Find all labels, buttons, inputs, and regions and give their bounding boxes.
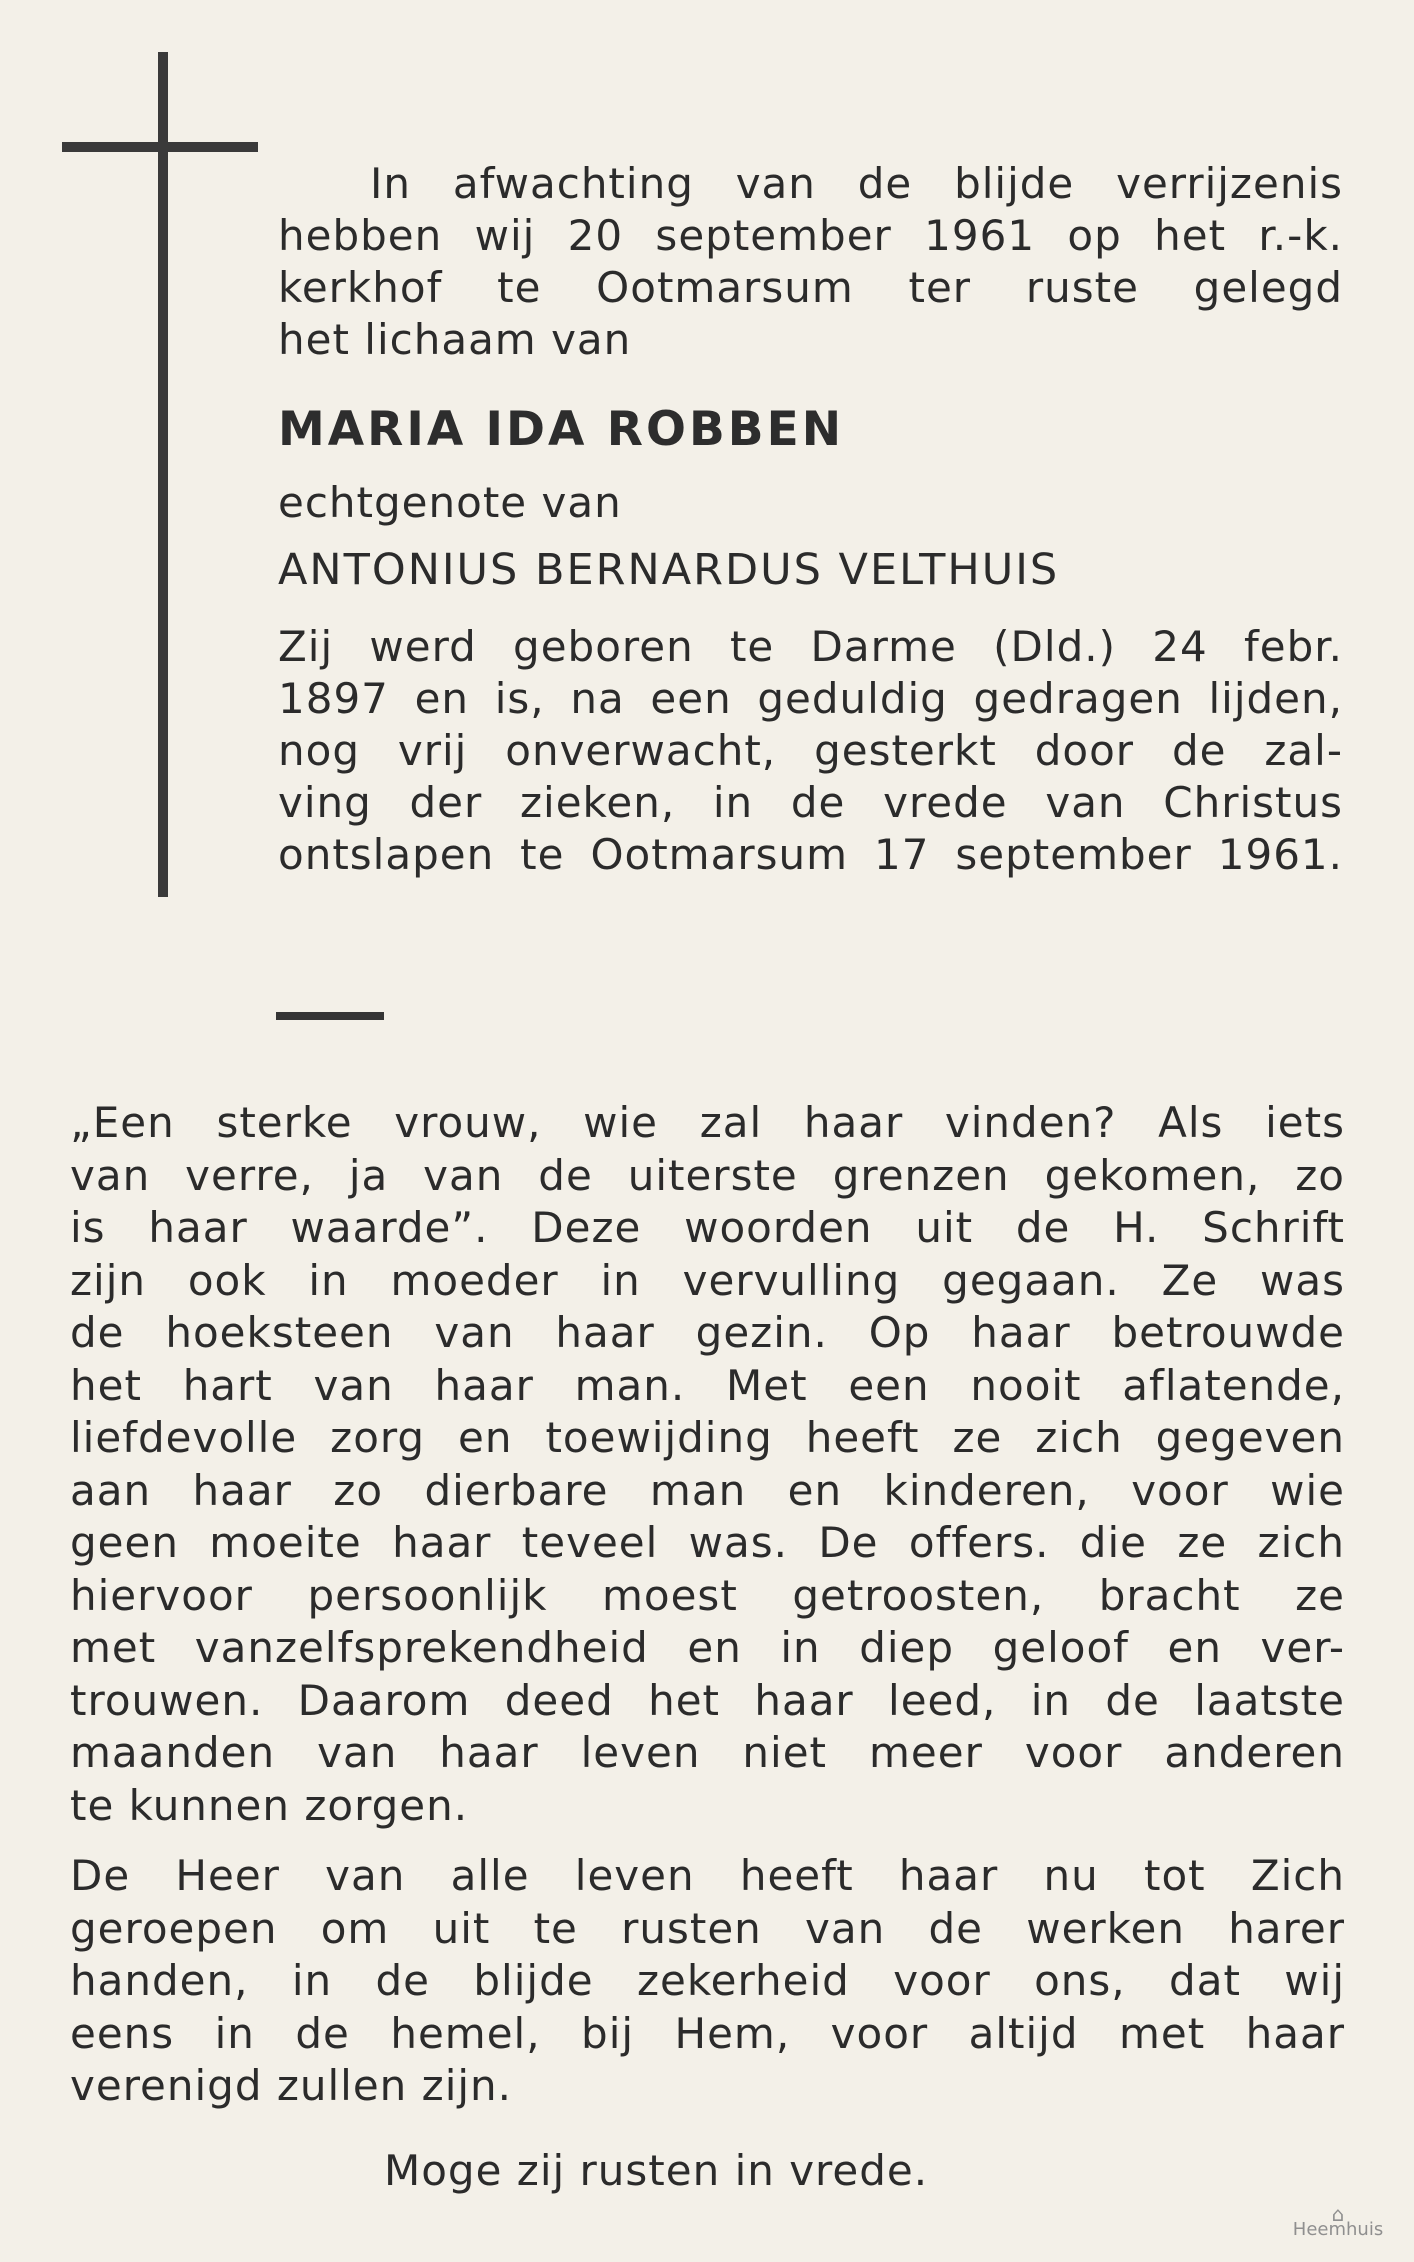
birth-line: 1897 en is, na een geduldig gedragen lijden, — [278, 674, 1343, 723]
eulogy-line: eens in de hemel, bij Hem, voor altijd met haar — [70, 2008, 1345, 2058]
eulogy-section — [70, 1097, 1345, 2113]
intro-section — [278, 158, 1343, 881]
eulogy-line: „Een sterke vrouw, wie zal haar vinden? Als iets — [70, 1098, 1345, 1147]
watermark — [1292, 2202, 1384, 2248]
eulogy-line: van verre, ja van de uiterste grenzen gekomen, zo — [70, 1150, 1345, 1200]
eulogy-line: aan haar zo dierbare man en kinderen, voor wie — [70, 1465, 1345, 1515]
eulogy-paragraph-1 — [70, 1097, 1345, 1832]
cross-icon-arm — [62, 142, 258, 152]
eulogy-line: te kunnen zorgen. — [70, 1780, 469, 1830]
birth-paragraph — [278, 621, 1343, 881]
eulogy-line: hiervoor persoonlijk moest getroosten, bracht ze — [70, 1570, 1345, 1620]
birth-line: Zij werd geboren te Darme (Dld.) 24 febr. — [278, 622, 1343, 671]
eulogy-paragraph-2 — [70, 1850, 1345, 2113]
birth-line: nog vrij onverwacht, gesterkt door de zal- — [278, 726, 1343, 775]
eulogy-line: De Heer van alle leven heeft haar nu tot Zich — [70, 1851, 1345, 1900]
eulogy-line: is haar waarde”. Deze woorden uit de H. Schrift — [70, 1203, 1345, 1252]
eulogy-line: zijn ook in moeder in vervulling gegaan. Ze was — [70, 1255, 1345, 1305]
eulogy-line: het hart van haar man. Met een nooit aflatende, — [70, 1360, 1345, 1410]
birth-line: ving der zieken, in de vrede van Christus — [278, 778, 1343, 827]
eulogy-line: maanden van haar leven niet meer voor anderen — [70, 1728, 1345, 1777]
birth-line: ontslapen te Ootmarsum 17 september 1961. — [278, 830, 1343, 879]
closing-line: Moge zij rusten in vrede. — [384, 2146, 929, 2195]
watermark-text: Heemhuis — [1292, 2219, 1384, 2240]
eulogy-line: de hoeksteen van haar gezin. Op haar betrouwde — [70, 1308, 1345, 1357]
eulogy-line: geroepen om uit te rusten van de werken harer — [70, 1903, 1345, 1953]
eulogy-line: trouwen. Daarom deed het haar leed, in de laatste — [70, 1675, 1345, 1725]
section-divider — [276, 1012, 384, 1020]
intro-line: het lichaam van — [278, 315, 632, 364]
eulogy-line: handen, in de blijde zekerheid voor ons, dat wij — [70, 1956, 1345, 2005]
spouse-label: echtgenote van — [278, 478, 622, 527]
spouse-name: ANTONIUS BERNARDUS VELTHUIS — [278, 545, 1060, 595]
intro-line: hebben wij 20 september 1961 op het r.-k. — [278, 211, 1343, 260]
intro-line: In afwachting van de blijde verrijzenis — [370, 159, 1343, 208]
eulogy-line: met vanzelfsprekendheid en in diep geloof en ver- — [70, 1623, 1345, 1672]
house-roof-icon: ⌂ — [1331, 2202, 1345, 2226]
deceased-name: MARIA IDA ROBBEN — [278, 402, 845, 457]
cross-icon — [158, 52, 168, 897]
eulogy-line: geen moeite haar teveel was. De offers. die ze zich — [70, 1518, 1345, 1567]
eulogy-line: verenigd zullen zijn. — [70, 2061, 513, 2110]
eulogy-line: liefdevolle zorg en toewijding heeft ze zich gegeven — [70, 1413, 1345, 1462]
intro-line: kerkhof te Ootmarsum ter ruste gelegd — [278, 263, 1343, 312]
